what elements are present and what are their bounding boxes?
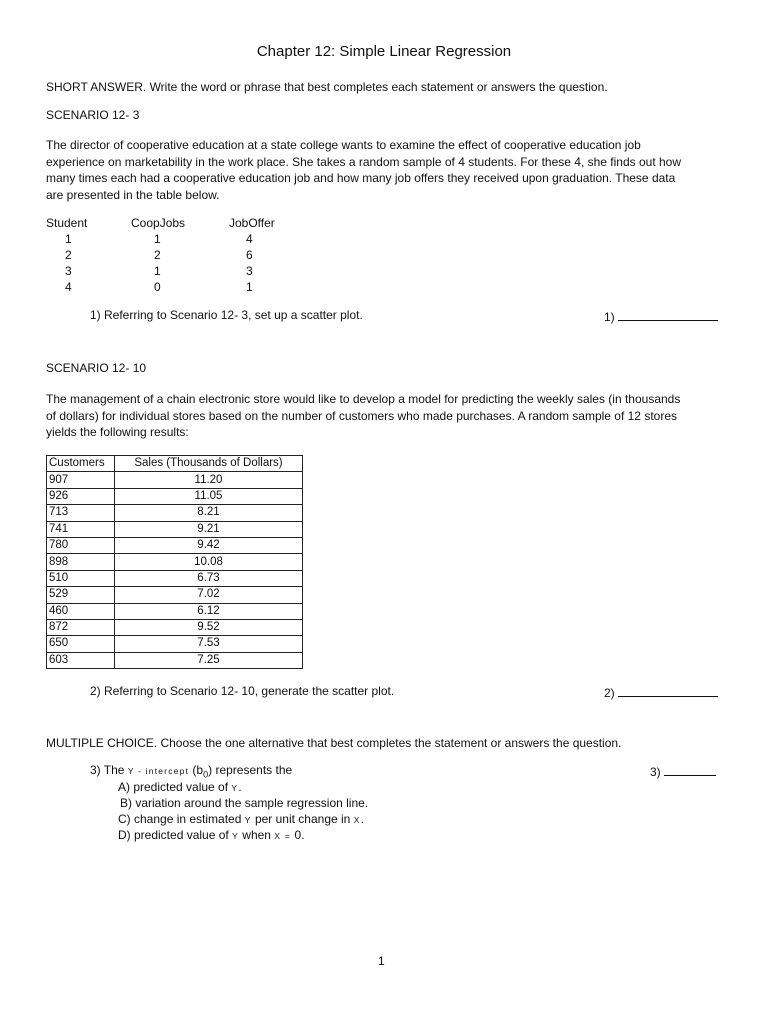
table-header: CoopJobs — [131, 216, 186, 230]
scenario-12-10-description — [46, 391, 726, 441]
table-cell: 1 — [154, 264, 161, 278]
table-cell: 7.25 — [115, 652, 303, 668]
paragraph-line: yields the following results: — [46, 425, 189, 439]
table-row — [47, 554, 303, 570]
table-cell: 10.08 — [115, 554, 303, 570]
table-cell: 1 — [65, 232, 72, 246]
answer-blank-1[interactable] — [618, 308, 718, 321]
table-cell: 6.73 — [115, 570, 303, 586]
table-cell: 9.42 — [115, 537, 303, 553]
paragraph-line: are presented in the table below. — [46, 187, 220, 202]
question-2-number: 2) — [604, 686, 615, 700]
variable: Y — [244, 815, 252, 825]
question-1-answer — [604, 308, 718, 324]
table-header: Sales (Thousands of Dollars) — [115, 456, 303, 472]
scenario-12-3-description — [46, 137, 726, 203]
option-text: when — [238, 828, 275, 842]
table-cell: 907 — [47, 472, 115, 488]
table-cell: 2 — [154, 248, 161, 262]
answer-blank-3[interactable] — [664, 763, 716, 776]
paragraph-line: of dollars) for individual stores based on the number of customers who made purchases. A random sample of 12 stores — [46, 408, 677, 423]
question-3-answer — [650, 763, 716, 779]
table-cell: 1 — [246, 280, 253, 294]
paragraph-line: The management of a chain electronic store would like to develop a model for predicting the weekly sales (in thousands — [46, 392, 681, 406]
table-cell: 780 — [47, 537, 115, 553]
table-cell: 650 — [47, 636, 115, 652]
table-cell: 872 — [47, 619, 115, 635]
table-cell: 713 — [47, 505, 115, 521]
short-answer-instructions: SHORT ANSWER. Write the word or phrase that best completes each statement or answers the question. — [46, 80, 608, 94]
table-row — [47, 587, 303, 603]
table-cell: 9.21 — [115, 521, 303, 537]
option-text: A) predicted value of — [118, 780, 232, 794]
option-a[interactable] — [118, 780, 242, 794]
table-header: Customers — [47, 456, 115, 472]
option-text: per unit change in — [251, 812, 354, 826]
option-text: 0. — [294, 828, 305, 842]
question-2-answer — [604, 684, 718, 700]
table-cell: 9.52 — [115, 619, 303, 635]
option-text: B) variation around the sample regression line. — [120, 796, 369, 810]
scenario-12-10-heading: SCENARIO 12- 10 — [46, 361, 147, 375]
option-d[interactable] — [118, 828, 304, 842]
stem-text: 3) The — [90, 763, 128, 777]
option-text: C) change in estimated — [118, 812, 245, 826]
subscript: 0 — [203, 769, 209, 780]
table-header: JobOffer — [229, 216, 275, 230]
table-cell: 926 — [47, 488, 115, 504]
option-b[interactable] — [120, 796, 368, 810]
table-cell: 898 — [47, 554, 115, 570]
table-cell: 2 — [65, 248, 72, 262]
multiple-choice-instructions: MULTIPLE CHOICE. Choose the one alternative that best completes the statement or answers the question. — [46, 736, 622, 750]
table-row — [47, 472, 303, 488]
option-text: . — [238, 780, 242, 794]
table-cell: 3 — [246, 264, 253, 278]
paragraph-line: many times each had a cooperative education job and how many job offers they received upon graduation. These data — [46, 171, 676, 185]
table-row — [47, 570, 303, 586]
page-number: 1 — [378, 954, 385, 968]
table-cell: 7.53 — [115, 636, 303, 652]
option-text: . — [360, 812, 364, 826]
table-row — [47, 537, 303, 553]
variable: X — [274, 831, 282, 841]
question-2-text: 2) Referring to Scenario 12- 10, generate the scatter plot. — [90, 684, 395, 698]
page-title: Chapter 12: Simple Linear Regression — [256, 43, 512, 60]
table-cell: 529 — [47, 587, 115, 603]
table-cell: 4 — [65, 280, 72, 294]
table-header: Student — [46, 216, 88, 230]
table-row — [47, 505, 303, 521]
question-3-stem — [90, 763, 292, 779]
sales-table — [46, 455, 303, 669]
table-cell: 6 — [246, 248, 253, 262]
table-row — [47, 488, 303, 504]
table-cell: 0 — [154, 280, 161, 294]
paragraph-line: The director of cooperative education at a state college wants to examine the effect of cooperative education job — [46, 138, 641, 152]
variable: Y — [231, 783, 239, 793]
variable: Y — [232, 831, 239, 841]
option-c[interactable] — [118, 812, 364, 826]
table-header-row — [47, 456, 303, 472]
table-cell: 11.05 — [115, 488, 303, 504]
table-cell: 603 — [47, 652, 115, 668]
table-cell: 7.02 — [115, 587, 303, 603]
table-cell: 741 — [47, 521, 115, 537]
y-intercept-term: Y - intercept — [127, 766, 190, 776]
table-cell: 8.21 — [115, 505, 303, 521]
question-1-number: 1) — [604, 310, 615, 324]
paragraph-line: experience on marketability in the work place. She takes a random sample of 4 students. For these 4, she finds out how — [46, 154, 682, 169]
question-3-number: 3) — [650, 765, 661, 779]
table-row — [47, 636, 303, 652]
table-cell: 6.12 — [115, 603, 303, 619]
table-cell: 460 — [47, 603, 115, 619]
table-cell: 1 — [154, 232, 161, 246]
table-cell: 510 — [47, 570, 115, 586]
coop-jobs-table — [0, 216, 768, 296]
variable: X — [353, 815, 361, 825]
table-cell: 4 — [246, 232, 253, 246]
table-row — [47, 521, 303, 537]
stem-text: (b — [189, 763, 204, 777]
answer-blank-2[interactable] — [618, 684, 718, 697]
question-1-text: 1) Referring to Scenario 12- 3, set up a scatter plot. — [90, 308, 363, 322]
option-text: D) predicted value of — [118, 828, 233, 842]
table-row — [47, 619, 303, 635]
table-row — [47, 603, 303, 619]
table-row — [47, 652, 303, 668]
table-cell: 3 — [65, 264, 72, 278]
table-cell: 11.20 — [115, 472, 303, 488]
stem-text: ) represents the — [208, 763, 293, 777]
scenario-12-3-heading: SCENARIO 12- 3 — [46, 108, 140, 122]
equals-sign: = — [281, 831, 295, 841]
